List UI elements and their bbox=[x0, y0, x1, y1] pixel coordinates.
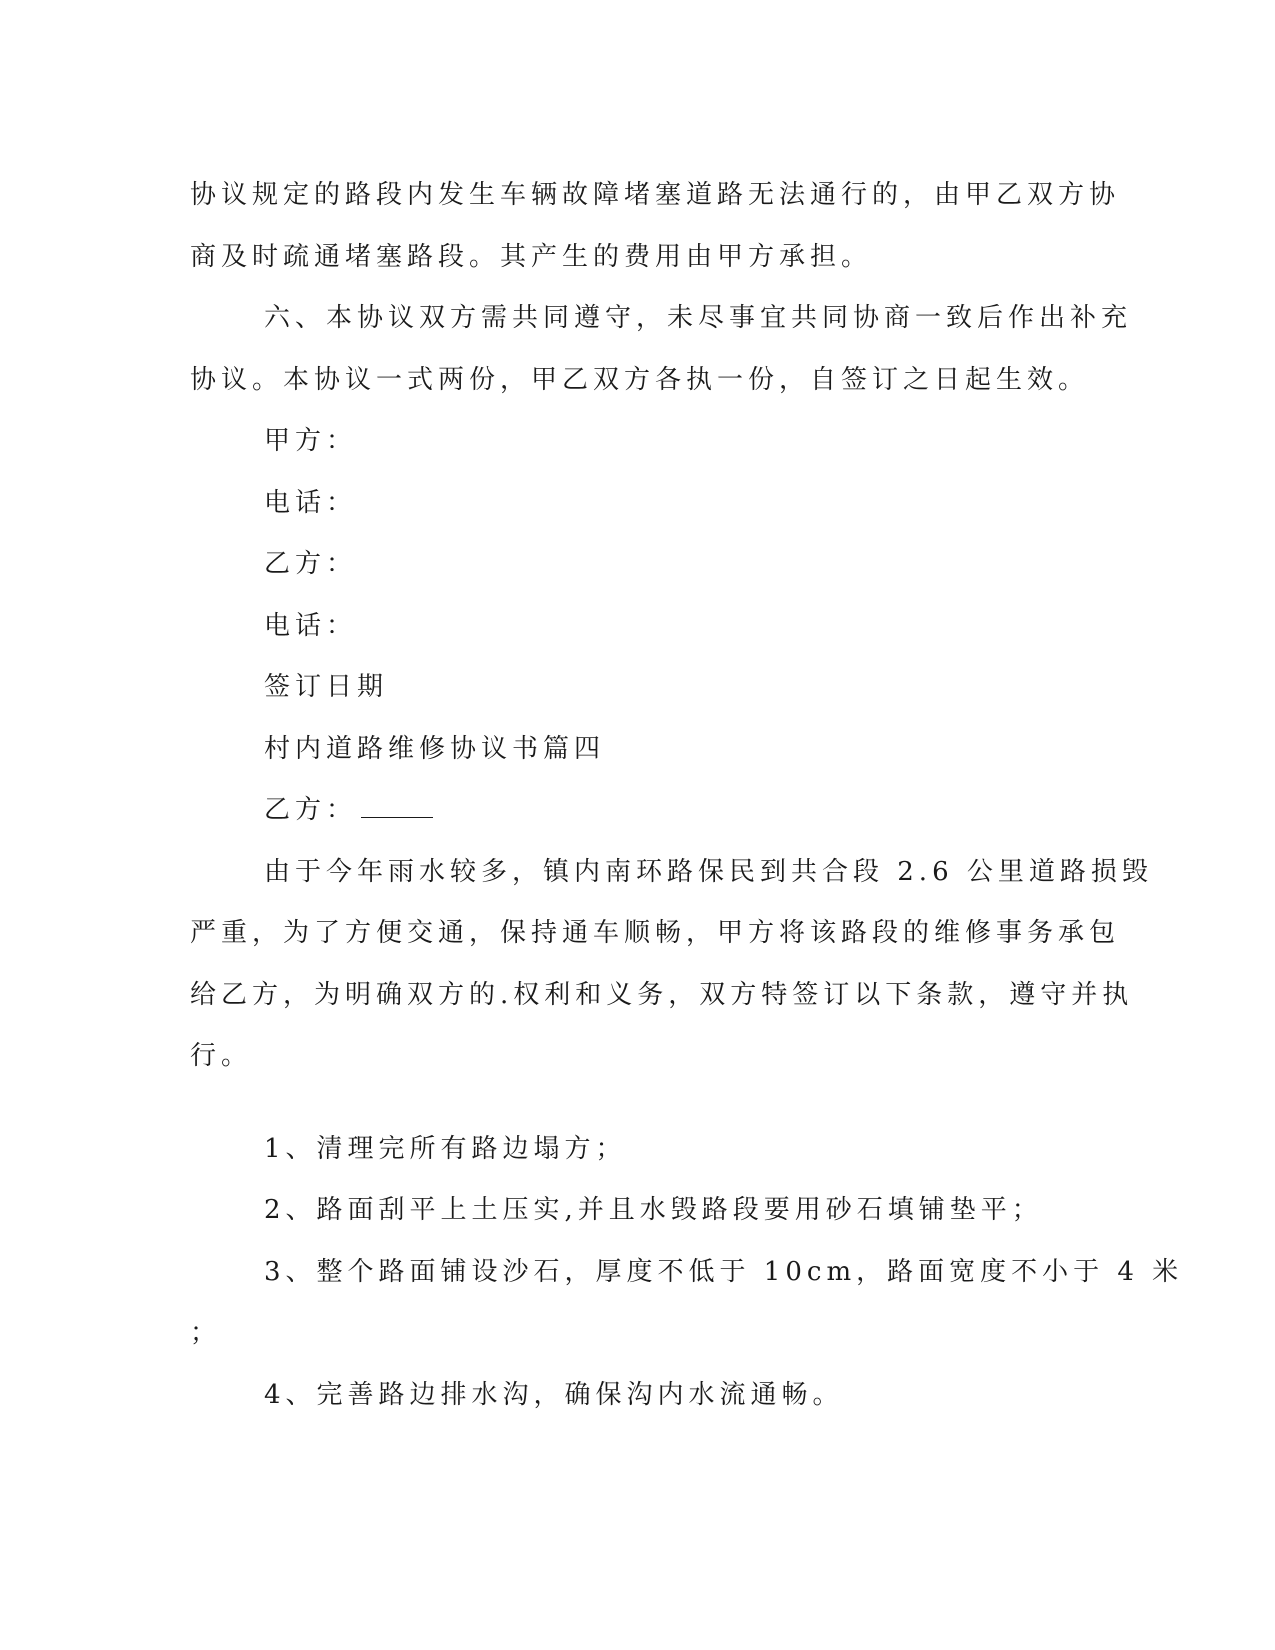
paragraph-line: 由于今年雨水较多，镇内南环路保民到共合段 2.6 公里道路损毁 bbox=[264, 856, 1153, 887]
party-b-phone-label: 电话： bbox=[264, 610, 358, 641]
paragraph-line: 严重，为了方便交通，保持通车顺畅，甲方将该路段的维修事务承包 bbox=[190, 918, 1121, 948]
paragraph-line: 协议。本协议一式两份，甲乙双方各执一份，自签订之日起生效。 bbox=[190, 364, 1090, 395]
list-item: 2、路面刮平上土压实,并且水毁路段要用砂石填铺垫平； bbox=[264, 1195, 1043, 1225]
list-item: 3、整个路面铺设沙石，厚度不低于 10cm，路面宽度不小于 4 米 bbox=[264, 1256, 1184, 1287]
clause-six-line: 六、本协议双方需共同遵守，未尽事宜共同协商一致后作出补充 bbox=[264, 303, 1133, 333]
party-b-blank bbox=[361, 793, 433, 818]
list-item-continuation: ； bbox=[190, 1318, 222, 1348]
list-item: 4、完善路边排水沟，确保沟内水流通畅。 bbox=[264, 1379, 844, 1410]
paragraph-line: 商及时疏通堵塞路段。其产生的费用由甲方承担。 bbox=[190, 241, 873, 272]
section-heading: 村内道路维修协议书篇四 bbox=[264, 733, 606, 764]
paragraph-line: 给乙方，为明确双方的.权利和义务，双方特签订以下条款，遵守并执 bbox=[190, 979, 1134, 1010]
party-b-field bbox=[190, 780, 1085, 842]
party-b-label: 乙方： bbox=[264, 795, 358, 825]
spacer bbox=[190, 1088, 1085, 1119]
list-item: 1、清理完所有路边塌方； bbox=[264, 1133, 627, 1164]
party-a-label: 甲方： bbox=[264, 426, 358, 456]
paragraph-line: 协议规定的路段内发生车辆故障堵塞道路无法通行的，由甲乙双方协 bbox=[190, 180, 1121, 210]
party-a-phone-label: 电话： bbox=[264, 487, 358, 518]
document-body bbox=[190, 165, 1184, 1426]
paragraph-line: 行。 bbox=[190, 1041, 253, 1071]
signing-date-label: 签订日期 bbox=[264, 672, 389, 702]
party-b-label: 乙方： bbox=[264, 549, 358, 579]
